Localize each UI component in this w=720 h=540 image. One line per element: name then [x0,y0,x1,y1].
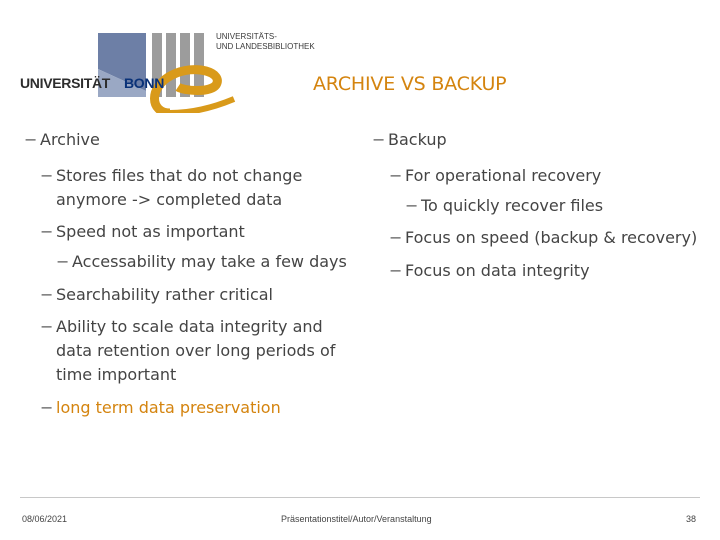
archive-item-3 [40,283,273,307]
bullet-dash: − [389,166,403,185]
bullet-dash: − [40,317,54,336]
archive-item-2 [40,220,245,244]
bullet-dash: − [389,228,403,247]
backup-item-text: Focus on speed (backup & recovery) [405,228,698,247]
backup-item-1 [389,164,602,188]
footer-date: 08/06/2021 [22,514,68,524]
archive-item-text: Speed not as important [56,222,245,241]
archive-item-text: Ability to scale data integrity and data retention over long periods of time important [56,317,336,384]
backup-item-2 [389,226,698,250]
archive-heading-text: Archive [40,130,100,149]
bullet-dash: − [389,261,403,280]
bullet-dash: − [372,130,386,149]
bullet-dash: − [24,130,38,149]
logo-bonn-text: BONN [124,75,165,91]
backup-item-3 [389,259,590,283]
archive-item-5 [40,396,281,420]
bullet-dash: − [56,252,70,271]
backup-item-text: For operational recovery [405,166,602,185]
archive-item-1 [40,164,318,212]
archive-heading [24,128,100,152]
slide-title: ARCHIVE VS BACKUP [313,73,507,95]
archive-item-4 [40,315,346,387]
archive-item-text: Accessability may take a few days [72,252,347,271]
logo-library-text [216,32,315,52]
bullet-dash: − [405,196,419,215]
bullet-dash: − [40,398,54,417]
backup-item-text: Focus on data integrity [405,261,590,280]
bullet-dash: − [40,222,54,241]
backup-heading-text: Backup [388,130,447,149]
footer-divider [20,497,700,498]
backup-subitem-1 [405,194,604,218]
library-line-1: UNIVERSITÄTS- [216,32,277,41]
backup-item-text: To quickly recover files [421,196,604,215]
library-line-2: UND LANDESBIBLIOTHEK [216,42,315,51]
bullet-dash: − [40,166,54,185]
footer-presentation-title: Präsentationstitel/Autor/Veranstaltung [281,514,432,524]
backup-heading [372,128,447,152]
archive-item-text: long term data preservation [56,398,281,417]
archive-subitem-1 [56,250,347,274]
archive-item-text: Stores files that do not change anymore -> completed data [56,166,303,209]
footer-page-number: 38 [686,514,697,524]
bullet-dash: − [40,285,54,304]
logo-university-text: UNIVERSITÄT [20,75,111,91]
archive-item-text: Searchability rather critical [56,285,273,304]
